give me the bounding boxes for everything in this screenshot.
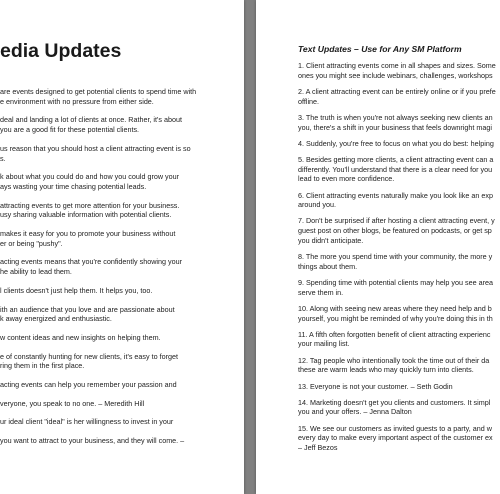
text-line: 12. Tag people who intentionally took the time out of their da xyxy=(298,355,490,365)
list-item xyxy=(298,139,500,149)
text-line: er or being "pushy". xyxy=(0,238,63,248)
text-line: veryone, you speak to no one. – Meredith Hill xyxy=(0,398,145,408)
left-document-page xyxy=(0,0,244,494)
text-line: guest post on other blogs, be featured on podcasts, or get sp xyxy=(298,226,492,236)
text-line: ring them in the first place. xyxy=(0,361,85,371)
text-line: are events designed to get potential clients to spend time with xyxy=(0,87,197,96)
text-line: 14. Marketing doesn't get you clients and customers. It simpl xyxy=(298,397,491,407)
paragraph xyxy=(0,286,244,296)
left-text-list xyxy=(0,87,244,455)
text-line: 11. A fifth often forgotten benefit of client attracting experienc xyxy=(298,329,491,339)
paragraph xyxy=(0,257,244,276)
list-item xyxy=(298,216,500,245)
list-item xyxy=(298,356,500,375)
text-line: serve them in. xyxy=(298,287,344,297)
text-line: offline. xyxy=(298,96,320,106)
text-line: every day to make every important aspect of the customer ex xyxy=(298,433,493,443)
text-line: 10. Along with seeing new areas where they need help and b xyxy=(298,303,492,313)
text-line: 4. Suddenly, you're free to focus on what you do best: helping xyxy=(298,138,494,148)
text-line: ones you might see include webinars, challenges, workshops xyxy=(298,70,493,80)
text-line: ays wasting your time chasing potential leads. xyxy=(0,181,147,191)
text-line: deal and landing a lot of clients at once. Rather, it's about xyxy=(0,115,182,125)
text-line: 6. Client attracting events naturally make you look like an exp xyxy=(298,190,493,200)
text-line: us reason that you should host a client attracting event is so xyxy=(0,143,191,153)
list-item xyxy=(298,278,500,297)
right-document-page xyxy=(256,0,500,494)
paragraph xyxy=(0,201,244,220)
list-item xyxy=(298,424,500,453)
text-line: yourself, you might be reminded of why you're doing this in th xyxy=(298,313,493,323)
paragraph xyxy=(0,436,244,446)
text-line: you and your offers. – Jenna Dalton xyxy=(298,407,412,417)
text-line: things about them. xyxy=(298,261,358,271)
text-line: lead to even more confidence. xyxy=(298,174,395,184)
list-item xyxy=(298,113,500,132)
text-line: ith an audience that you love and are passionate about xyxy=(0,304,175,314)
paragraph xyxy=(0,144,244,163)
text-line: around you. xyxy=(298,200,336,210)
section-heading: Text Updates – Use for Any SM Platform xyxy=(298,44,462,54)
text-line: 7. Don't be surprised if after hosting a client attracting event, y xyxy=(298,216,495,226)
text-line: 1. Client attracting events come in all shapes and sizes. Some xyxy=(298,61,496,70)
list-item xyxy=(298,330,500,349)
text-line: 15. We see our customers as invited guests to a party, and w xyxy=(298,423,492,433)
paragraph xyxy=(0,305,244,324)
text-line: e environment with no pressure from either side. xyxy=(0,96,154,106)
numbered-text-list xyxy=(298,61,500,459)
text-line: 2. A client attracting event can be entirely online or if you prefe xyxy=(298,86,496,96)
page-title: edia Updates xyxy=(0,40,122,62)
text-line: 9. Spending time with potential clients may help you see area xyxy=(298,277,493,287)
text-line: ur ideal client "ideal" is her willingness to invest in your xyxy=(0,417,174,427)
text-line: usy sharing valuable information with potential clients. xyxy=(0,210,172,220)
list-item xyxy=(298,155,500,184)
text-line: he ability to lead them. xyxy=(0,267,72,277)
text-line: k away energized and enthusiastic. xyxy=(0,314,112,324)
paragraph xyxy=(0,417,244,427)
list-item xyxy=(298,398,500,417)
paragraph xyxy=(0,172,244,191)
paragraph xyxy=(0,352,244,371)
text-line: 3. The truth is when you're not always seeking new clients an xyxy=(298,112,493,122)
text-line: you, there's a shift in your business that feels downright magi xyxy=(298,122,492,132)
text-line: – Jeff Bezos xyxy=(298,443,338,453)
list-item xyxy=(298,87,500,106)
list-item xyxy=(298,61,500,80)
text-line: you are a good fit for these potential clients. xyxy=(0,125,140,135)
text-line: you want to attract to your business, and they will come. – xyxy=(0,436,185,446)
text-line: k about what you could do and how you could grow your xyxy=(0,172,180,182)
text-line: differently. You'll understand that there is a clear need for you xyxy=(298,164,493,174)
text-line: you didn't anticipate. xyxy=(298,235,364,245)
paragraph xyxy=(0,229,244,248)
paragraph xyxy=(0,87,244,106)
text-line: 5. Besides getting more clients, a client attracting event can a xyxy=(298,154,494,164)
list-item xyxy=(298,304,500,323)
text-line: makes it easy for you to promote your business without xyxy=(0,229,176,239)
text-line: attracting events to get more attention for your business. xyxy=(0,200,180,210)
text-line: w content ideas and new insights on helping them. xyxy=(0,332,161,342)
paragraph xyxy=(0,380,244,390)
paragraph xyxy=(0,333,244,343)
text-line: acting events means that you're confidently showing your xyxy=(0,257,182,267)
text-line: s. xyxy=(0,153,6,163)
list-item xyxy=(298,382,500,392)
list-item xyxy=(298,191,500,210)
list-item xyxy=(298,252,500,271)
paragraph xyxy=(0,115,244,134)
text-line: 13. Everyone is not your customer. – Seth Godin xyxy=(298,381,453,391)
text-line: 8. The more you spend time with your community, the more y xyxy=(298,252,493,262)
text-line: your mailing list. xyxy=(298,339,350,349)
paragraph xyxy=(0,399,244,409)
text-line: e of constantly hunting for new clients, it's easy to forget xyxy=(0,351,178,361)
text-line: acting events can help you remember your passion and xyxy=(0,380,177,390)
text-line: l clients doesn't just help them. It helps you, too. xyxy=(0,285,153,295)
text-line: these are warm leads who may quickly turn into clients. xyxy=(298,365,474,375)
